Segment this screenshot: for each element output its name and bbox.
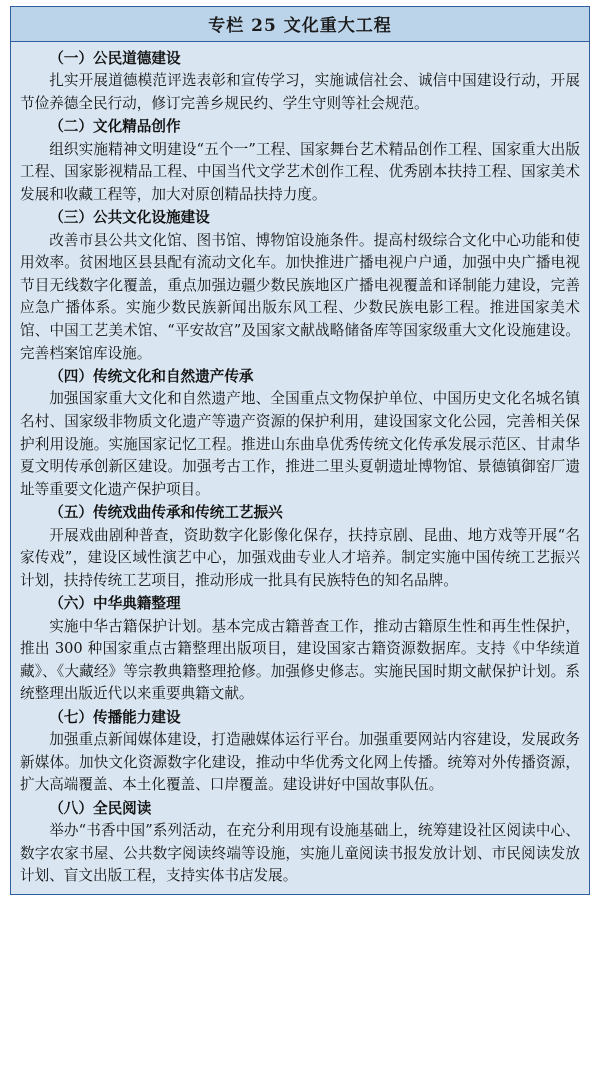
feature-box [10, 6, 590, 895]
page-title: 专栏 25 文化重大工程 [208, 16, 392, 36]
section-body: 举办“书香中国”系列活动，在充分利用现有设施基础上，统筹建设社区阅读中心、数字农家书屋、公共数字阅读终端等设施，实施儿童阅读书报发放计划、市民阅读发放计划、盲文出版工程，支持实体书店发展。 [20, 822, 580, 885]
box-body [11, 42, 589, 894]
box-header [11, 7, 589, 42]
section [20, 115, 580, 206]
section [20, 706, 580, 797]
section-heading: （一）公民道德建设 [49, 50, 181, 67]
section [20, 47, 580, 115]
section [20, 501, 580, 592]
section [20, 797, 580, 888]
section-body: 实施中华古籍保护计划。基本完成古籍普查工作，推动古籍原生性和再生性保护，推出 300 种国家重点古籍整理出版项目，建设国家古籍资源数据库。支持《中华续道藏》、《大藏经》等宗教典籍整理抢修。加强修史修志。实施民国时期文献保护计划。系统整理出版近代以来重要典籍文献。 [20, 617, 580, 703]
section-heading: （五）传统戏曲传承和传统工艺振兴 [49, 504, 283, 522]
section-heading: （六）中华典籍整理 [49, 595, 181, 613]
section-body: 加强国家重大文化和自然遗产地、全国重点文物保护单位、中国历史文化名城名镇名村、国家级非物质文化遗产等遗产资源的保护利用，建设国家文化公园，完善相关保护利用设施。实施国家记忆工程。推进山东曲阜优秀传统文化传承发展示范区、甘肃华夏文明传承创新区建设。加强考古工作，推进二里头夏朝遗址博物馆、景德镇御窑厂遗址等重要文化遗产保护项目。 [20, 390, 580, 498]
section-heading: （二）文化精品创作 [49, 118, 181, 136]
section-body: 组织实施精神文明建设“五个一”工程、国家舞台艺术精品创作工程、国家重大出版工程、国家影视精品工程、中国当代文学艺术创作工程、优秀剧本扶持工程、国家美术发展和收藏工程等，加大对原创精品扶持力度。 [20, 140, 580, 203]
section-heading: （三）公共文化设施建设 [49, 209, 210, 227]
section-heading: （七）传播能力建设 [49, 709, 181, 727]
section-body: 开展戏曲剧种普查，资助数字化影像化保存，扶持京剧、昆曲、地方戏等开展“名家传戏”，建设区域性演艺中心，加强戏曲专业人才培养。制定实施中国传统工艺振兴计划，扶持传统工艺项目，推动形成一批具有民族特色的知名品牌。 [20, 526, 580, 589]
section-body: 加强重点新闻媒体建设，打造融媒体运行平台。加强重要网站内容建设，发展政务新媒体。加快文化资源数字化建设，推动中华优秀文化网上传播。统筹对外传播资源，扩大高端覆盖、本土化覆盖、口岸覆盖。建设讲好中国故事队伍。 [20, 731, 580, 794]
section-body: 扎实开展道德模范评选表彰和宣传学习，实施诚信社会、诚信中国建设行动，开展节俭养德全民行动，修订完善乡规民约、学生守则等社会规范。 [20, 72, 580, 112]
section-heading: （四）传统文化和自然遗产传承 [49, 368, 254, 386]
section-body: 改善市县公共文化馆、图书馆、博物馆设施条件。提高村级综合文化中心功能和使用效率。贫困地区县县配有流动文化车。加快推进广播电视户户通，加强中央广播电视节目无线数字化覆盖，重点加强边疆少数民族地区广播电视覆盖和译制能力建设，完善应急广播体系。实施少数民族新闻出版东风工程、少数民族电影工程。推进国家美术馆、中国工艺美术馆、“平安故宫”及国家文献战略储备库等国家级重大文化设施建设。完善档案馆库设施。 [20, 231, 580, 362]
section-heading: （八）全民阅读 [49, 800, 152, 818]
section [20, 592, 580, 706]
section [20, 206, 580, 365]
section [20, 365, 580, 501]
